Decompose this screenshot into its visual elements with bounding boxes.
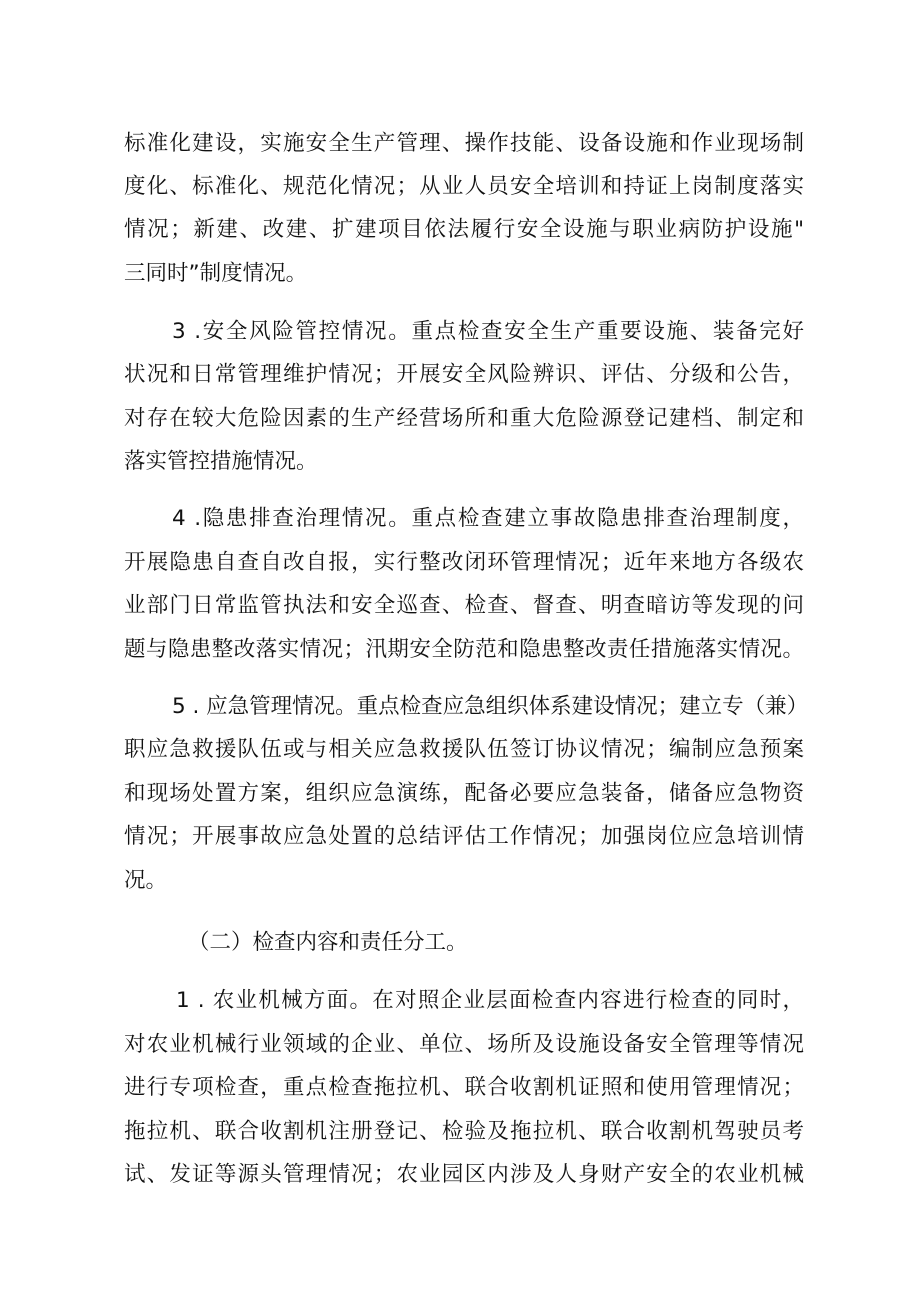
paragraph-line: 三同时”制度情况。 <box>124 261 308 286</box>
paragraph-line: 1 . 农业机械方面。在对照企业层面检查内容进行检查的同时， <box>176 988 804 1013</box>
paragraph-line: 情况；新建、改建、扩建项目依法履行安全设施与职业病防护设施" <box>124 217 804 242</box>
paragraph-line: 和现场处置方案，组织应急演练，配备必要应急装备，储备应急物资 <box>124 781 804 806</box>
paragraph-line: 状况和日常管理维护情况；开展安全风险辨识、评估、分级和公告， <box>124 362 804 387</box>
paragraph-line: 题与隐患整改落实情况；汛期安全防范和隐患整改责任措施落实情况。 <box>124 637 804 662</box>
paragraph-line: 对存在较大危险因素的生产经营场所和重大危险源登记建档、制定和 <box>124 406 804 431</box>
section-heading: （二）检查内容和责任分工。 <box>188 930 468 955</box>
paragraph-line: 拖拉机、联合收割机注册登记、检验及拖拉机、联合收割机驾驶员考 <box>124 1119 804 1144</box>
paragraph-line: 职应急救援队伍或与相关应急救援队伍签订协议情况；编制应急预案 <box>124 737 804 762</box>
paragraph-line: 落实管控措施情况。 <box>124 449 318 474</box>
paragraph-line: 度化、标准化、规范化情况；从业人员安全培训和持证上岗制度落实 <box>124 174 804 199</box>
paragraph-line: 5 . 应急管理情况。重点检查应急组织体系建设情况；建立专（兼） <box>172 694 809 719</box>
paragraph-line: 3 .安全风险管控情况。重点检查安全生产重要设施、装备完好 <box>172 319 804 344</box>
paragraph-line: 对农业机械行业领域的企业、单位、场所及设施设备安全管理等情况 <box>124 1032 804 1057</box>
paragraph-line: 况。 <box>124 868 168 893</box>
paragraph-line: 进行专项检查，重点检查拖拉机、联合收割机证照和使用管理情况； <box>124 1075 804 1100</box>
paragraph-line: 业部门日常监管执法和安全巡查、检查、督查、明查暗访等发现的问 <box>124 593 804 618</box>
paragraph-line: 标准化建设，实施安全生产管理、操作技能、设备设施和作业现场制 <box>124 131 804 156</box>
paragraph-line: 开展隐患自查自改自报，实行整改闭环管理情况；近年来地方各级农 <box>124 550 804 575</box>
paragraph-line: 情况；开展事故应急处置的总结评估工作情况；加强岗位应急培训情 <box>124 824 804 849</box>
paragraph-line: 试、发证等源头管理情况；农业园区内涉及人身财产安全的农业机械 <box>124 1162 804 1187</box>
paragraph-line: 4 .隐患排查治理情况。重点检查建立事故隐患排查治理制度， <box>172 506 804 531</box>
